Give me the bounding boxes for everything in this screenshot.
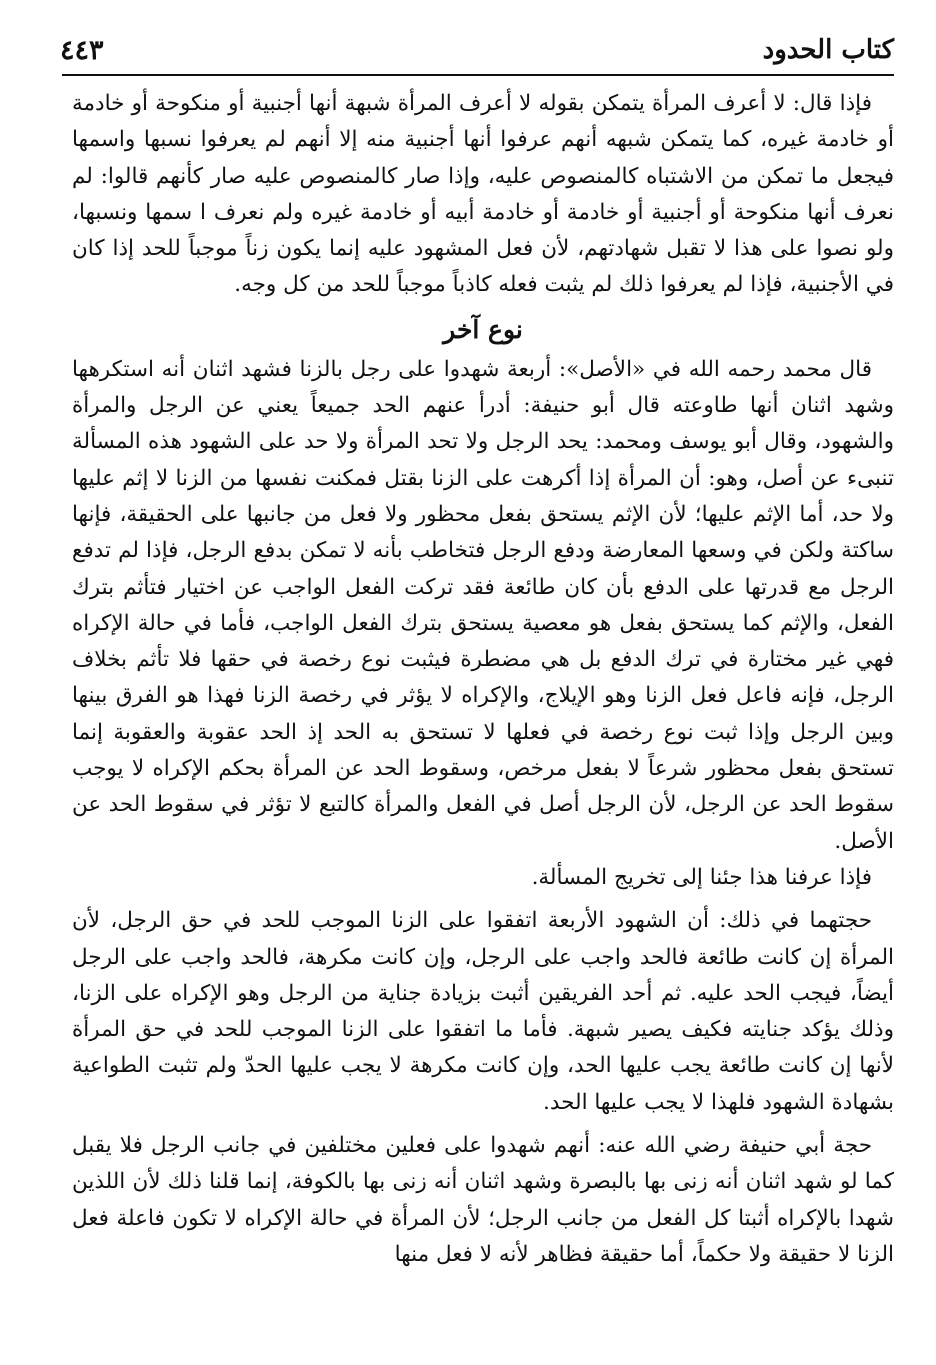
page-header [60,30,894,70]
book-title: كتاب الحدود [762,35,894,65]
header-rule [62,74,894,76]
paragraph: قال محمد رحمه الله في «الأصل»: أربعة شهدوا على رجل بالزنا فشهد اثنان أنه استكرهها وشهد اثنان أنها طاوعته قال أبو حنيفة: أدرأ عنهم الحد جميعاً يعني عن الرجل والمرأة والشهود، وقال أبو يوسف ومحمد: يحد الرجل ولا تحد المرأة ولا حد على الشهود هذه المسألة تنبىء عن أصل، وهو: أن المرأة إذا أكرهت على الزنا بقتل فمكنت نفسها من الزنا لا إثم عليها ولا حد، أما الإثم عليها؛ لأن الإثم يستحق بفعل محظور ولا فعل من جانبها على الحقيقة، فإنها ساكتة ولكن في وسعها المعارضة ودفع الرجل فتخاطب بأنه لا تمكن بدفع الرجل، فإذا لم تدفع الرجل مع قدرتها على الدفع بأن كان طائعة فقد تركت الفعل الواجب عن اختيار فتأثم بترك الفعل، والإثم كما يستحق بفعل هو معصية يستحق بترك الفعل الواجب، فأما في حالة الإكراه فهي غير مختارة في ترك الدفع بل هي مضطرة فيثبت نوع رخصة في حقها فلا تأثم بخلاف الرجل، فإنه فاعل فعل الزنا وهو الإيلاج، والإكراه لا يؤثر في رخصة الزنا فهذا هو الفرق بينها وبين الرجل وإذا ثبت نوع رخصة في فعلها لا تستحق به الحد إذ الحد عقوبة والعقوبة إنما تستحق بفعل محظور شرعاً لا بفعل مرخص، وسقوط الحد عن المرأة بحكم الإكراه لا يوجب سقوط الحد عن الرجل، لأن الرجل أصل في الفعل والمرأة كالتبع لا تؤثر في سقوط الحد عن الأصل. [72,356,894,854]
paragraph: فإذا عرفنا هذا جئنا إلى تخريج المسألة. [531,864,872,890]
paragraph: حجتهما في ذلك: أن الشهود الأربعة اتفقوا على الزنا الموجب للحد في حق الرجل، لأن المرأة إن كانت طائعة فالحد واجب على الرجل، وإن كانت مكرهة، فالحد واجب على الرجل أيضاً، فيجب الحد عليه. ثم أحد الفريقين أثبت بزيادة جناية من الرجل وهو الإكراه على الزنا، وذلك يؤكد جنايته فكيف يصير شبهة. فأما ما اتفقوا على الزنا الموجب للحد في حق المرأة لأنها إن كانت طائعة يجب عليها الحد، وإن كانت مكرهة لا يجب عليها الحدّ ولم تثبت الطواعية بشهادة الشهود فلهذا لا يجب عليها الحد. [72,908,894,1115]
section-heading: نوع آخر [443,314,523,344]
paragraph: حجة أبي حنيفة رضي الله عنه: أنهم شهدوا على فعلين مختلفين في جانب الرجل فلا يقبل كما لو شهد اثنان أنه زنى بها بالبصرة وشهد اثنان أنه زنى بها بالكوفة، إنما قلنا ذلك لأن اللذين شهدا بالإكراه أثبتا كل الفعل من جانب الرجل؛ لأن المرأة في حالة الإكراه لا تكون فاعلة فعل الزنا لا حقيقة ولا حكماً، أما حقيقة فظاهر لأنه لا فعل منها [72,1133,894,1267]
page-number: ٤٤٣ [60,34,104,66]
paragraph: فإذا قال: لا أعرف المرأة يتمكن بقوله لا أعرف المرأة شبهة أنها أجنبية أو منكوحة أو خادمة أو خادمة غيره، كما يتمكن شبهه أنهم عرفوا أنها أجنبية منه إلا أنهم لم يعرفوا نسبها واسمها فيجعل ما تمكن من الاشتباه كالمنصوص عليه، وإذا صار كالمنصوص عليه صار كأنهم قالوا: لم نعرف أنها منكوحة أو أجنبية أو خادمة أو خادمة أبيه أو خادمة غيره ولم نعرف ا سمها ونسبها، ولو نصوا على هذا لا تقبل شهادتهم، لأن فعل المشهود عليه إنما يكون زناً موجباً للحد إذا كان في الأجنبية، فإذا لم يعرفوا ذلك لم يثبت فعله كاذباً موجباً للحد من كل وجه. [72,91,894,298]
page-body [72,86,894,1273]
